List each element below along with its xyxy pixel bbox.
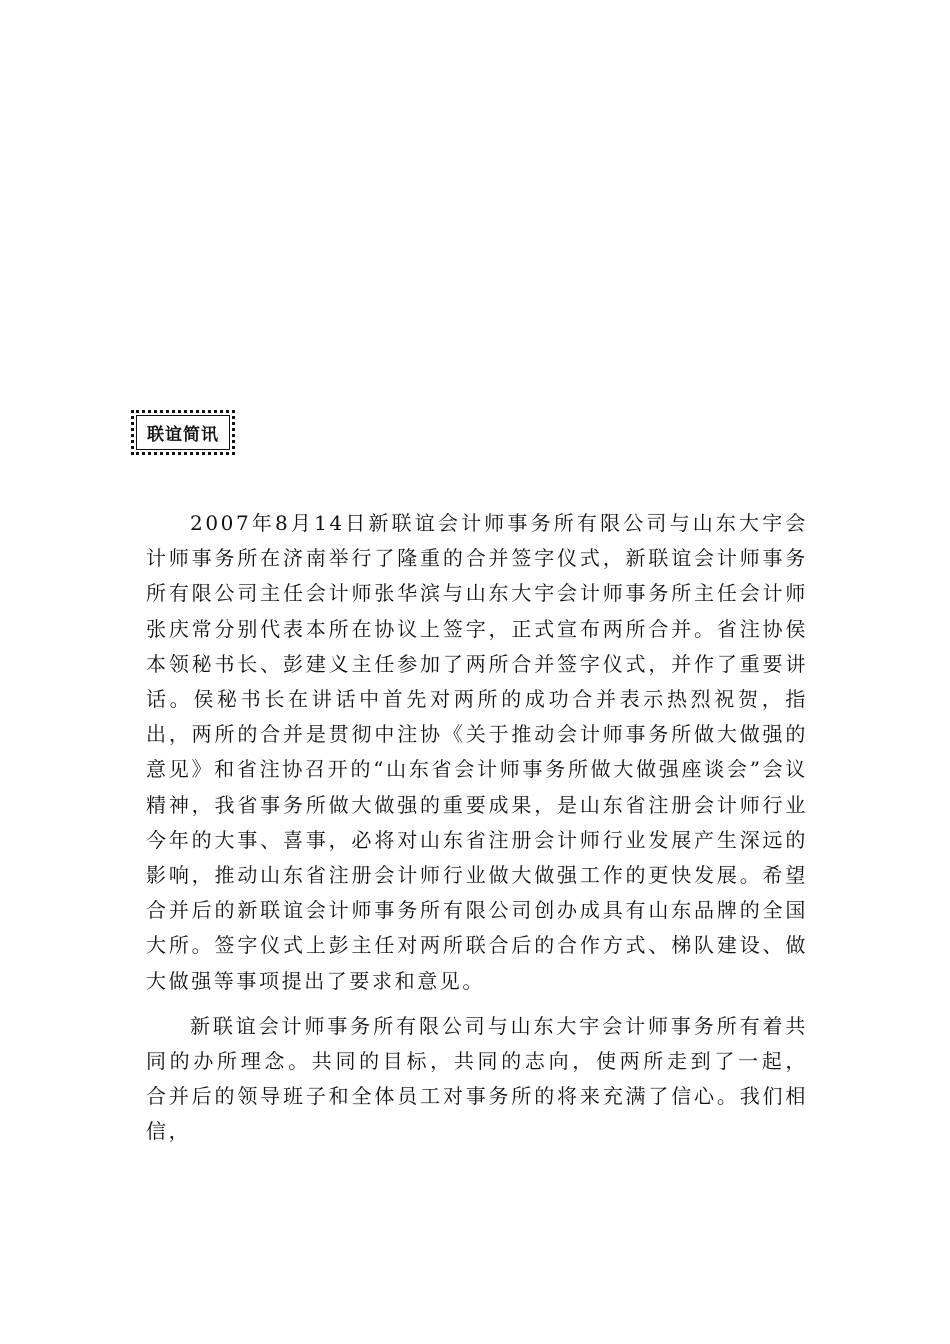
article-paragraph-2: 新联谊会计师事务所有限公司与山东大宇会计师事务所有着共同的办所理念。共同的目标，共同的志向，使两所走到了一起， 合并后的领导班子和全体员工对事务所的将来充满了信心。我们相信， [146,1013,808,1144]
section-tag: 联谊简讯 [131,410,235,455]
article-body [146,506,808,1150]
article-paragraph-1: 2007年8月14日新联谊会计师事务所有限公司与山东大宇会计师事务所在济南举行了隆重的合并签字仪式，新联谊会计师事务所有限公司主任会计师张华滨与山东大宇会计师事务所主任会计师张庆常分别代表本所在协议上签字，正式宣布两所合并。省注协侯本领秘书长、彭建义主任参加了两所合并签字仪式，并作了重要讲话。侯秘书长在讲话中首先对两所的成功合并表示热烈祝贺，指出，两所的合并是贯彻中注协《关于推动会计师事务所做大做强的意见》和省注协召开的“山东省会计师事务所做大做强座谈会”会议精神，我省事务所做大做强的重要成果，是山东省注册会计师行业今年的大事、喜事，必将对山东省注册会计师行业发展产生深远的影响，推动山东省注册会计师行业做大做强工作的更快发展。希望合并后的新联谊会计师事务所有限公司创办成具有山东品牌的全国大所。签字仪式上彭主任对两所联合后的合作方式、梯队建设、做大做强等事项提出了要求和意见。 [146,511,808,993]
